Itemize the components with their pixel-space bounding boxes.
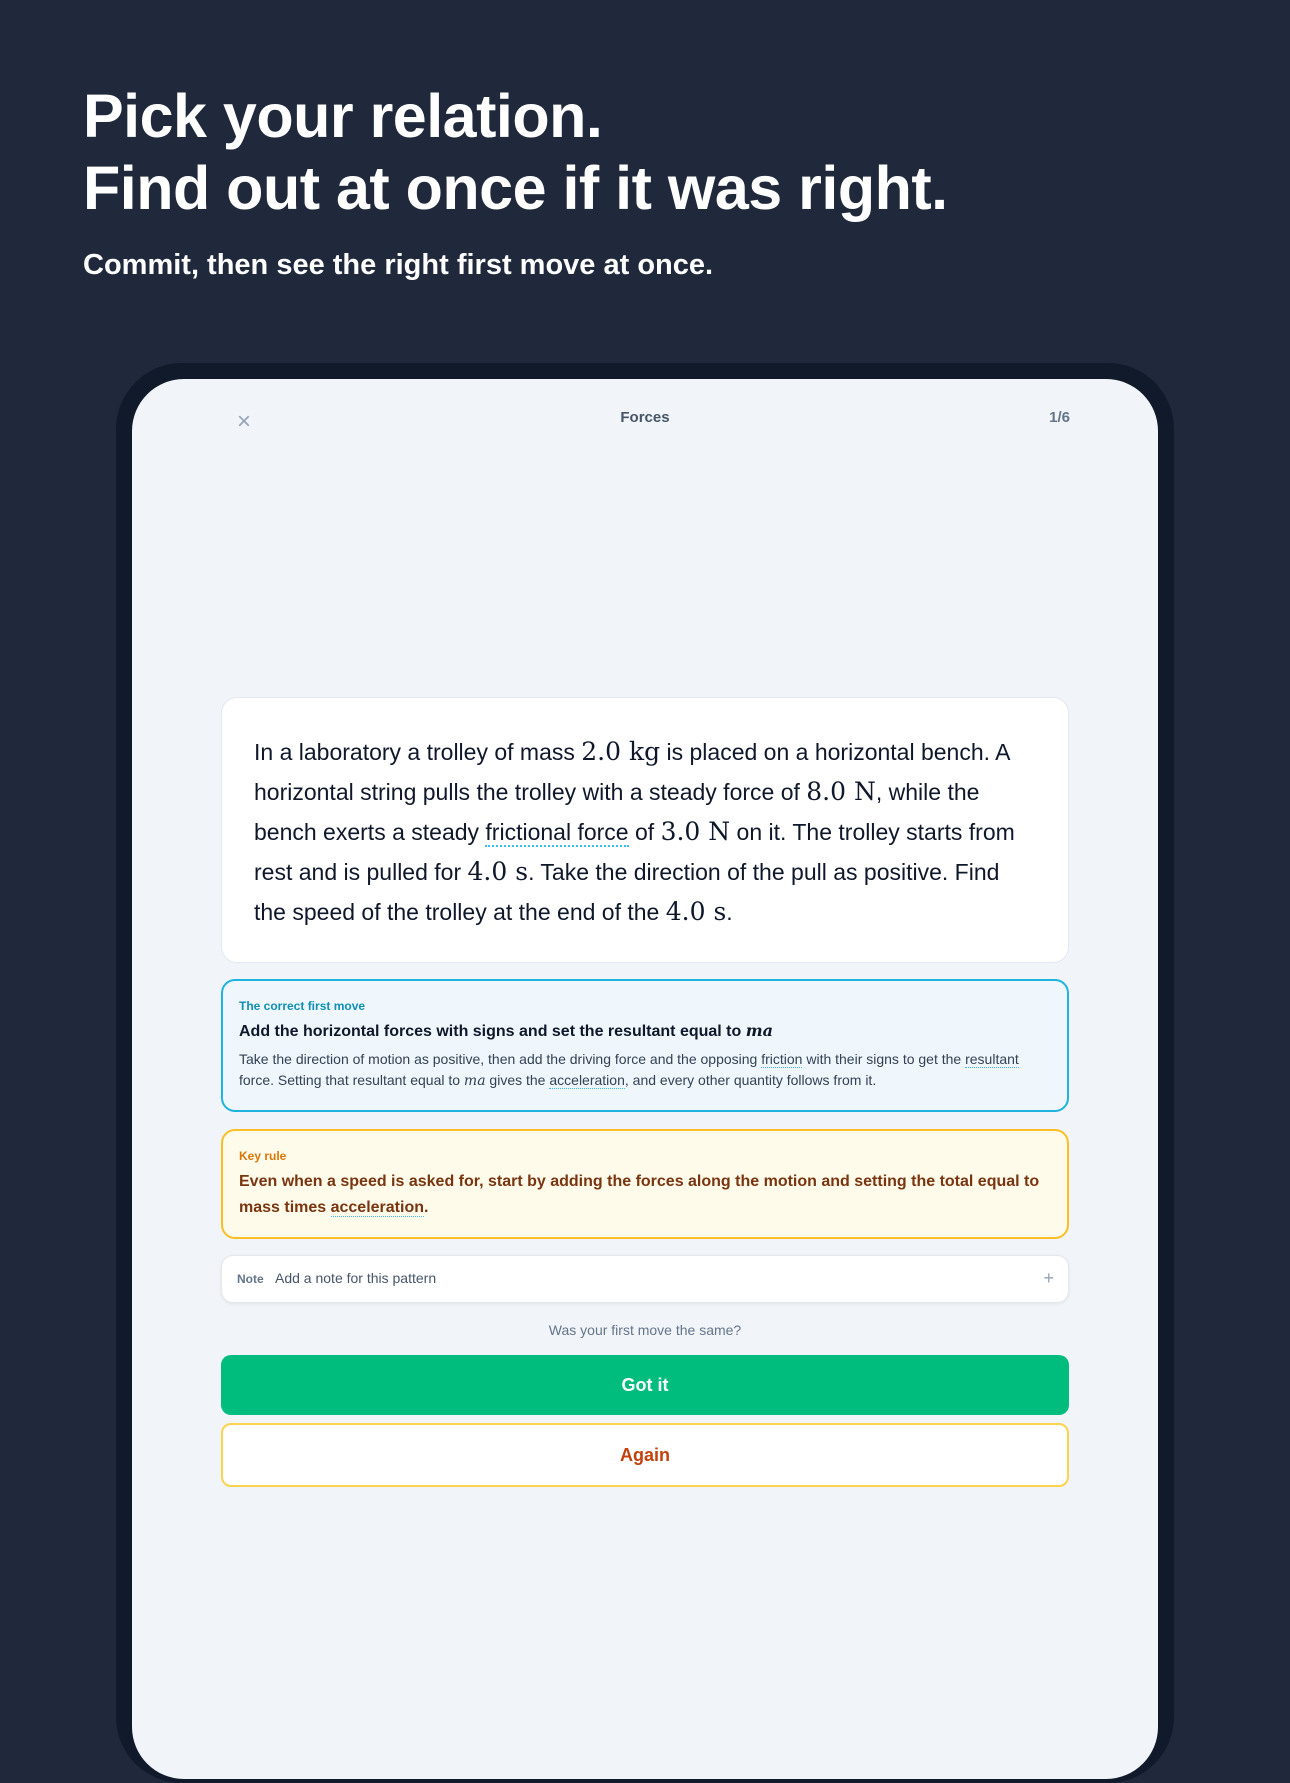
deck-title: Forces bbox=[620, 409, 670, 426]
got-it-button[interactable]: Got it bbox=[221, 1355, 1069, 1415]
correct-move-eyebrow: The correct first move bbox=[239, 999, 366, 1013]
math-force: 8.0 N bbox=[806, 777, 876, 806]
correct-move-title-text: Add the horizontal forces with signs and set the resultant equal to bbox=[239, 1023, 746, 1040]
note-label: Note bbox=[237, 1272, 264, 1286]
question-text: In a laboratory a trolley of mass bbox=[254, 739, 582, 765]
correct-move-title bbox=[239, 1019, 1051, 1044]
card-content bbox=[221, 697, 1069, 1487]
again-button[interactable]: Again bbox=[221, 1423, 1069, 1487]
question-text: , while the bench exerts a steady bbox=[254, 779, 980, 845]
hero-headline bbox=[83, 80, 948, 224]
correct-move-card bbox=[221, 979, 1069, 1112]
app-screen bbox=[132, 379, 1158, 1779]
math-friction: 3.0 N bbox=[660, 817, 731, 846]
progress-counter: 1/6 bbox=[1049, 409, 1070, 426]
glossary-term-friction[interactable]: friction bbox=[761, 1051, 803, 1067]
headline-line-2: Find out at once if it was right. bbox=[83, 154, 948, 222]
answer-text: gives the bbox=[485, 1072, 550, 1088]
headline-line-1: Pick your relation. bbox=[83, 82, 603, 150]
math-time-end: 4.0 s bbox=[665, 897, 727, 926]
key-rule-eyebrow: Key rule bbox=[239, 1149, 287, 1163]
math-time: 4.0 s bbox=[467, 857, 529, 886]
answer-text: , and every other quantity follows from it. bbox=[624, 1072, 877, 1088]
glossary-term-acceleration[interactable]: acceleration bbox=[330, 1199, 424, 1216]
hero-subheadline: Commit, then see the right first move at once. bbox=[83, 249, 714, 281]
question-text: is placed on a horizontal bench. A horizontal string pulls the trolley with a steady force of bbox=[254, 739, 1010, 805]
note-input[interactable] bbox=[221, 1255, 1069, 1303]
top-bar bbox=[132, 379, 1158, 439]
math-ma-inline: ma bbox=[463, 1073, 486, 1089]
question-text: on it. The trolley starts from rest and is pulled for bbox=[254, 819, 1015, 885]
close-icon[interactable]: × bbox=[236, 408, 251, 435]
glossary-term-resultant[interactable]: resultant bbox=[965, 1051, 1019, 1067]
key-rule-body bbox=[239, 1169, 1051, 1221]
glossary-term-acceleration[interactable]: acceleration bbox=[549, 1072, 625, 1088]
glossary-term-frictional-force[interactable]: frictional force bbox=[485, 819, 629, 845]
question-text: . Take the direction of the pull as positive. Find the speed of the trolley at the end of the bbox=[254, 859, 1000, 925]
plus-icon[interactable]: + bbox=[1043, 1268, 1054, 1288]
answer-text: with their signs to get the bbox=[802, 1051, 966, 1067]
key-rule-card bbox=[221, 1129, 1069, 1239]
rule-text: Even when a speed is asked for, start by adding the forces along the motion and setting the total equal to mass times bbox=[239, 1173, 1040, 1216]
math-ma: ma bbox=[745, 1021, 774, 1040]
math-mass: 2.0 kg bbox=[581, 737, 661, 766]
correct-move-body bbox=[239, 1049, 1051, 1092]
question-text: . bbox=[726, 899, 733, 925]
rule-text: . bbox=[424, 1199, 429, 1216]
answer-text: Take the direction of motion as positive, then add the driving force and the opposing bbox=[239, 1051, 762, 1067]
answer-text: force. Setting that resultant equal to bbox=[239, 1072, 464, 1088]
question-text: of bbox=[628, 819, 661, 845]
note-placeholder[interactable]: Add a note for this pattern bbox=[275, 1270, 437, 1286]
question-card bbox=[221, 697, 1069, 963]
self-check-prompt: Was your first move the same? bbox=[548, 1322, 742, 1338]
